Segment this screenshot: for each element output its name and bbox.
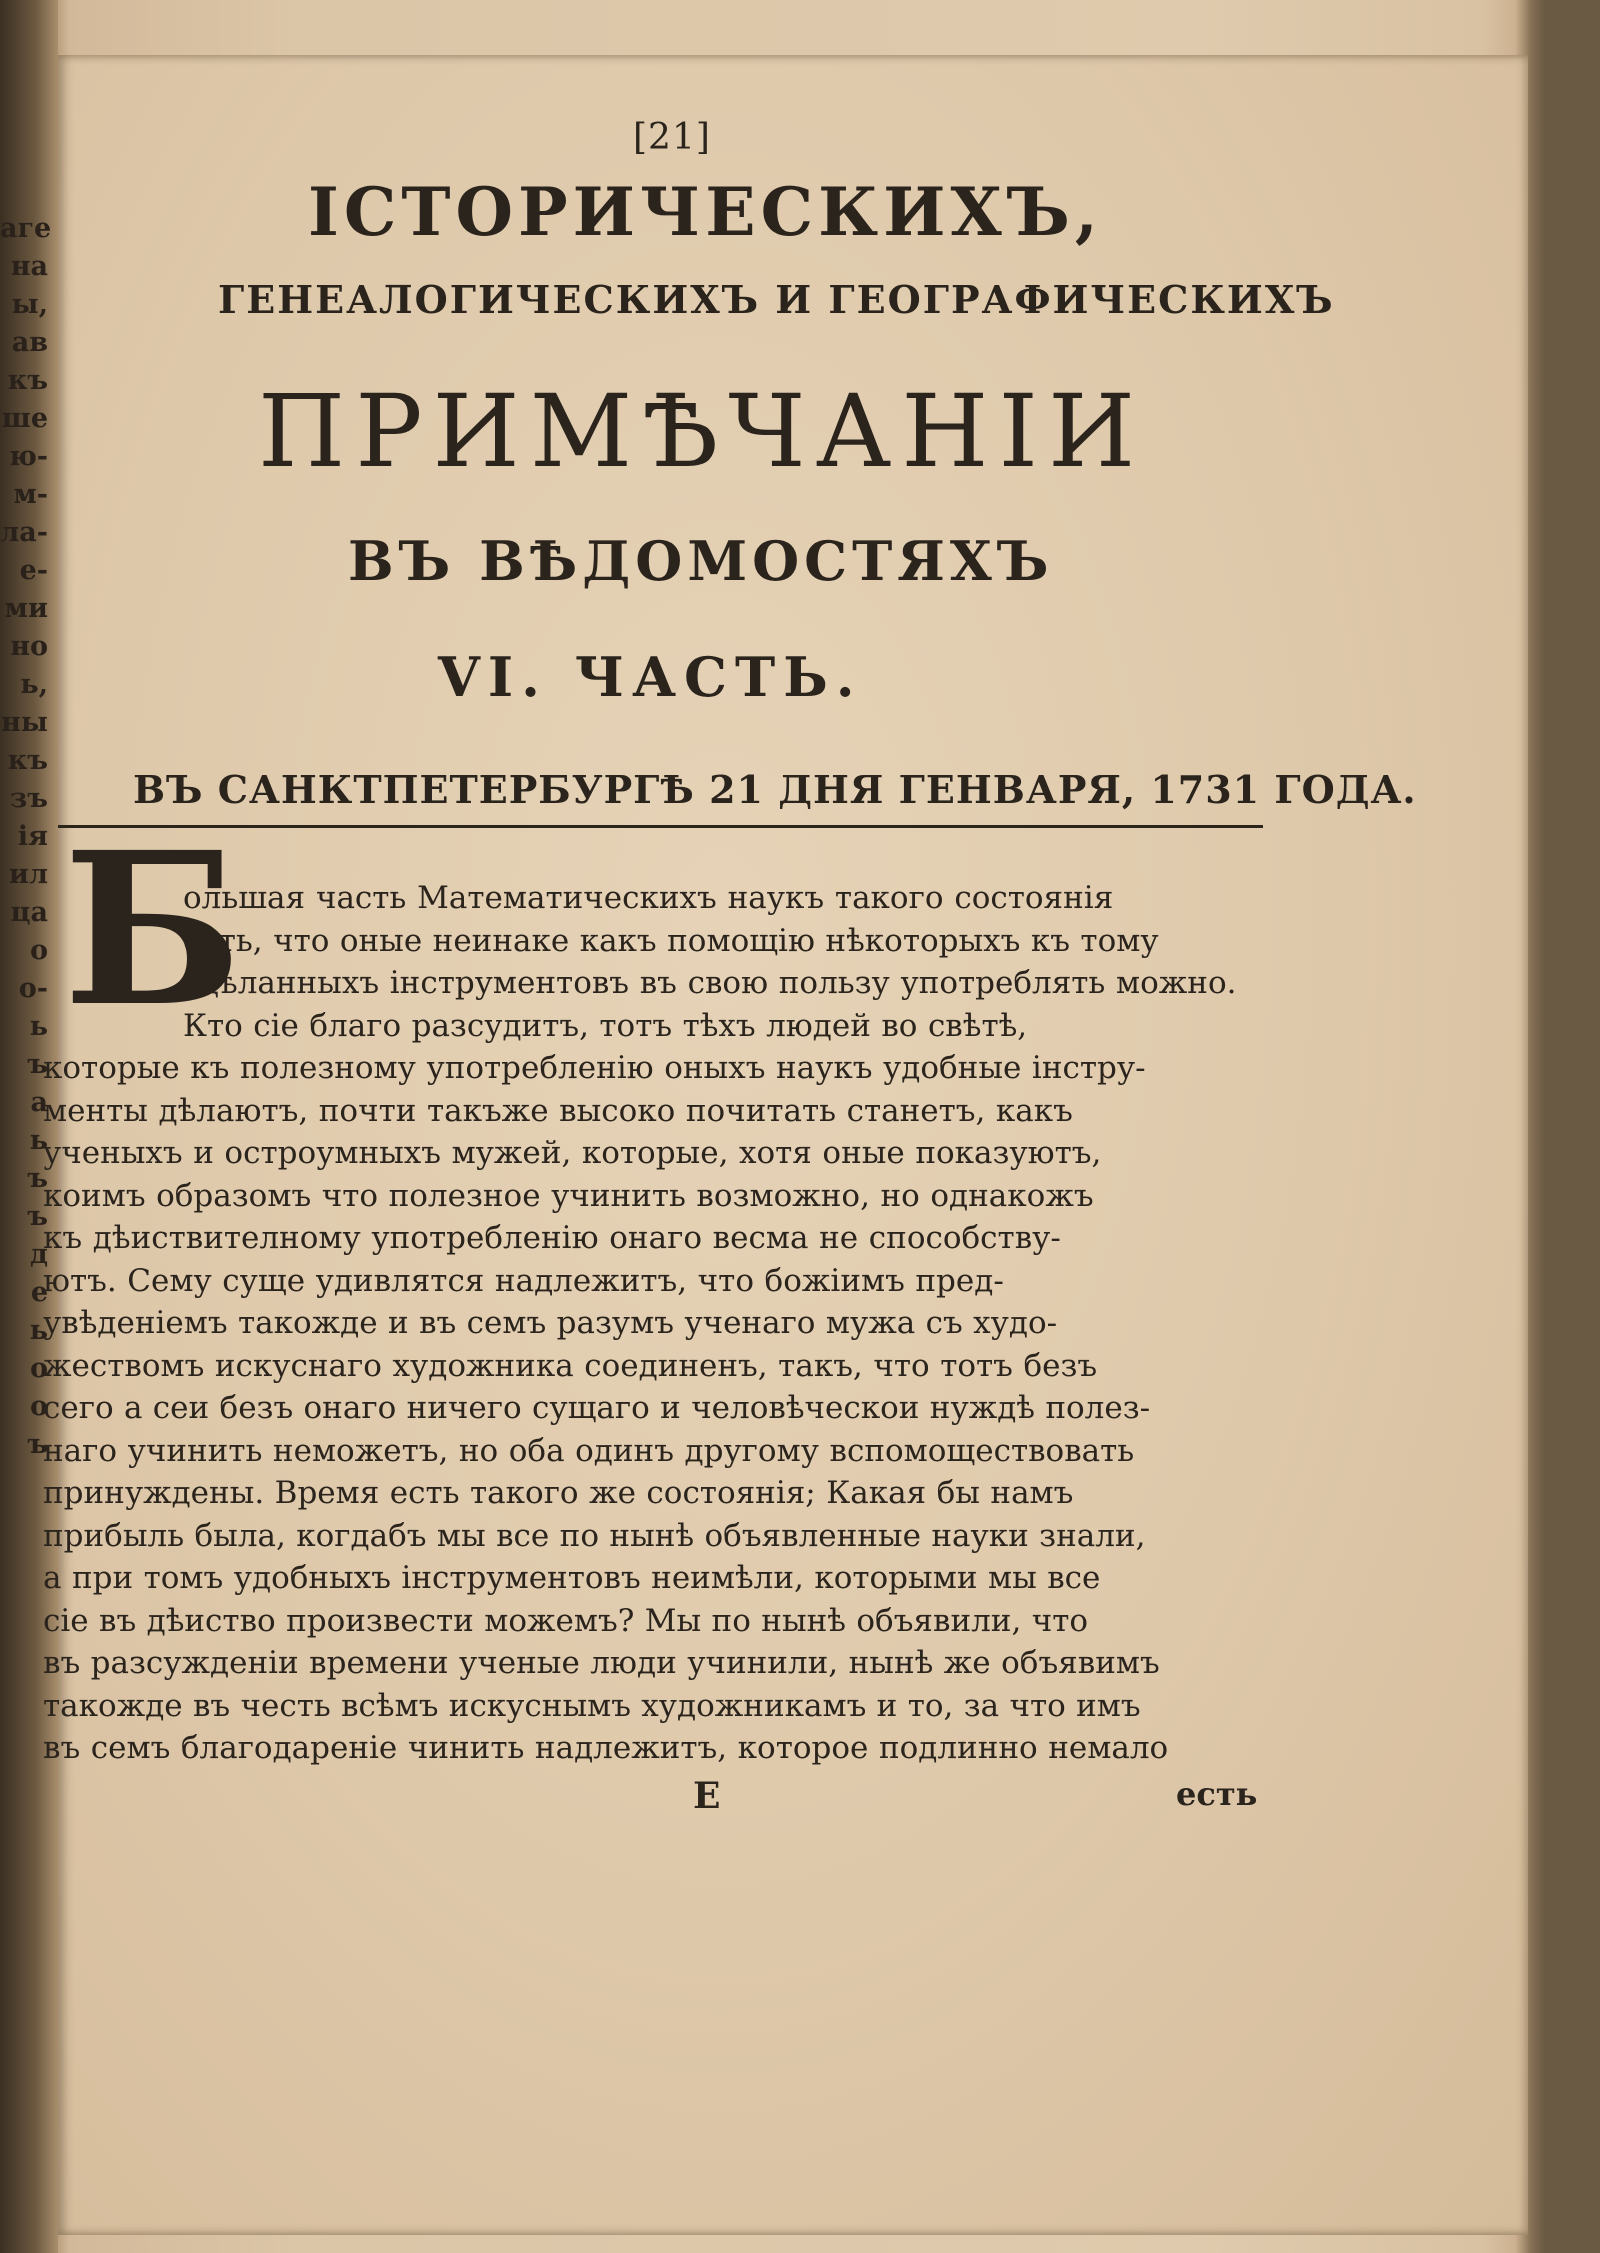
body-line: къ дѣиствителному употребленію онаго весма не способству- [43, 1220, 1061, 1256]
body-line: коимъ образомъ что полезное учинить возможно, но однакожъ [43, 1177, 1094, 1214]
left-fragment: ъ [27, 1429, 48, 1460]
body-line: увѣденіемъ такожде и въ семъ разумъ ученаго мужа съ худо- [43, 1305, 1058, 1341]
left-fragment: но [10, 631, 48, 662]
body-line: наго учинить неможетъ, но оба одинъ другому вспомоществовать [43, 1432, 1135, 1469]
body-line: есть, что оные неинаке какъ помощію нѣкоторыхъ къ тому [183, 922, 1159, 959]
left-fragment: на [10, 251, 48, 282]
right-edge-shadow [1528, 0, 1600, 2253]
left-fragment: о [29, 1391, 48, 1422]
body-line: сіе въ дѣиство произвести можемъ? Мы по нынѣ объявили, что [43, 1602, 1089, 1639]
title-line-2: ГЕНЕАЛОГИЧЕСКИХЪ И ГЕОГРАФИЧЕСКИХЪ [218, 277, 1335, 322]
left-fragment: ія [17, 821, 48, 852]
body-line: ольшая часть Математическихъ наукъ такого состоянія [183, 880, 1114, 916]
part-number: VI. ЧАСТЬ. [438, 645, 863, 709]
left-fragment: ю- [9, 441, 48, 472]
left-fragment: ъ [27, 1201, 48, 1232]
body-line: ученыхъ и остроумныхъ мужей, которые, хотя оные показуютъ, [43, 1135, 1102, 1171]
left-fragment: къ [7, 365, 48, 396]
left-fragment: ца [10, 897, 48, 928]
left-fragment: ъ [27, 1163, 48, 1194]
body-line: сего а сеи безъ онаго ничего сущаго и человѣческои нуждѣ полез- [43, 1390, 1151, 1426]
left-fragment: ил [8, 859, 48, 890]
catchword: есть [1176, 1775, 1258, 1813]
left-fragment: ны [1, 707, 48, 738]
title-line-3: ПРИМѢЧАНІИ [258, 373, 1146, 490]
right-page [43, 55, 1528, 2235]
left-fragment: о- [18, 973, 48, 1004]
body-line: здѣланныхъ інструментовъ въ свою пользу употреблять можно. [183, 965, 1237, 1001]
left-fragment: ла- [0, 517, 48, 548]
body-line: въ семъ благодареніе чинить надлежитъ, которое подлинно немало [43, 1730, 1169, 1766]
left-fragment: ми [4, 593, 48, 624]
body-line: ютъ. Сему суще удивлятся надлежитъ, что божіимъ пред- [43, 1262, 1004, 1299]
left-fragment: къ [7, 745, 48, 776]
left-fragment: д [30, 1239, 48, 1270]
body-line: такожде въ честь всѣмъ искуснымъ художникамъ и то, за что имъ [43, 1687, 1141, 1724]
left-fragment: о [29, 1353, 48, 1384]
body-line: Кто сіе благо разсудитъ, тотъ тѣхъ людей во свѣтѣ, [183, 1007, 1028, 1044]
page-number: [21] [633, 117, 711, 158]
left-fragment: о [29, 935, 48, 966]
body-line: принуждены. Время есть такого же состоянія; Какая бы намъ [43, 1475, 1074, 1511]
left-fragment: ы, [11, 289, 48, 320]
left-fragment: ь [29, 1315, 48, 1346]
left-fragment: аге [0, 213, 52, 244]
body-line: жествомъ искуснаго художника соединенъ, такъ, что тотъ безъ [43, 1347, 1098, 1384]
left-fragment: а [30, 1087, 48, 1118]
dateline: ВЪ САНКТПЕТЕРБУРГѢ 21 ДНЯ ГЕНВАРЯ, 1731 ГОДА. [133, 767, 1417, 812]
left-fragment: ъ [27, 1049, 48, 1080]
signature-mark: Е [693, 1775, 721, 1817]
left-fragment: ь [29, 1125, 48, 1156]
left-fragment: е [30, 1277, 48, 1308]
body-line: которые къ полезному употребленію оныхъ наукъ удобные інстру- [43, 1050, 1146, 1086]
body-line: прибыль была, когдабъ мы все по нынѣ объявленные науки знали, [43, 1517, 1146, 1554]
left-fragment: ав [11, 327, 48, 358]
left-fragment: ь [29, 1011, 48, 1042]
title-line-1: ІСТОРИЧЕСКИХЪ, [308, 173, 1103, 251]
left-fragment: зъ [10, 783, 48, 814]
body-line: а при томъ удобныхъ інструментовъ неимѣли, которыми мы все [43, 1560, 1101, 1596]
body-line: менты дѣлаютъ, почти такъже высоко почитать станетъ, какъ [43, 1092, 1073, 1129]
left-fragment: ше [1, 403, 48, 434]
title-line-4: ВЪ ВѢДОМОСТЯХЪ [348, 529, 1054, 593]
left-fragment: м- [13, 479, 48, 510]
left-fragment: е- [19, 555, 48, 586]
drop-cap: Б [63, 806, 243, 1053]
body-line: въ разсужденіи времени ученые люди учинили, нынѣ же объявимъ [43, 1645, 1160, 1681]
left-fragment: ь, [20, 669, 48, 700]
